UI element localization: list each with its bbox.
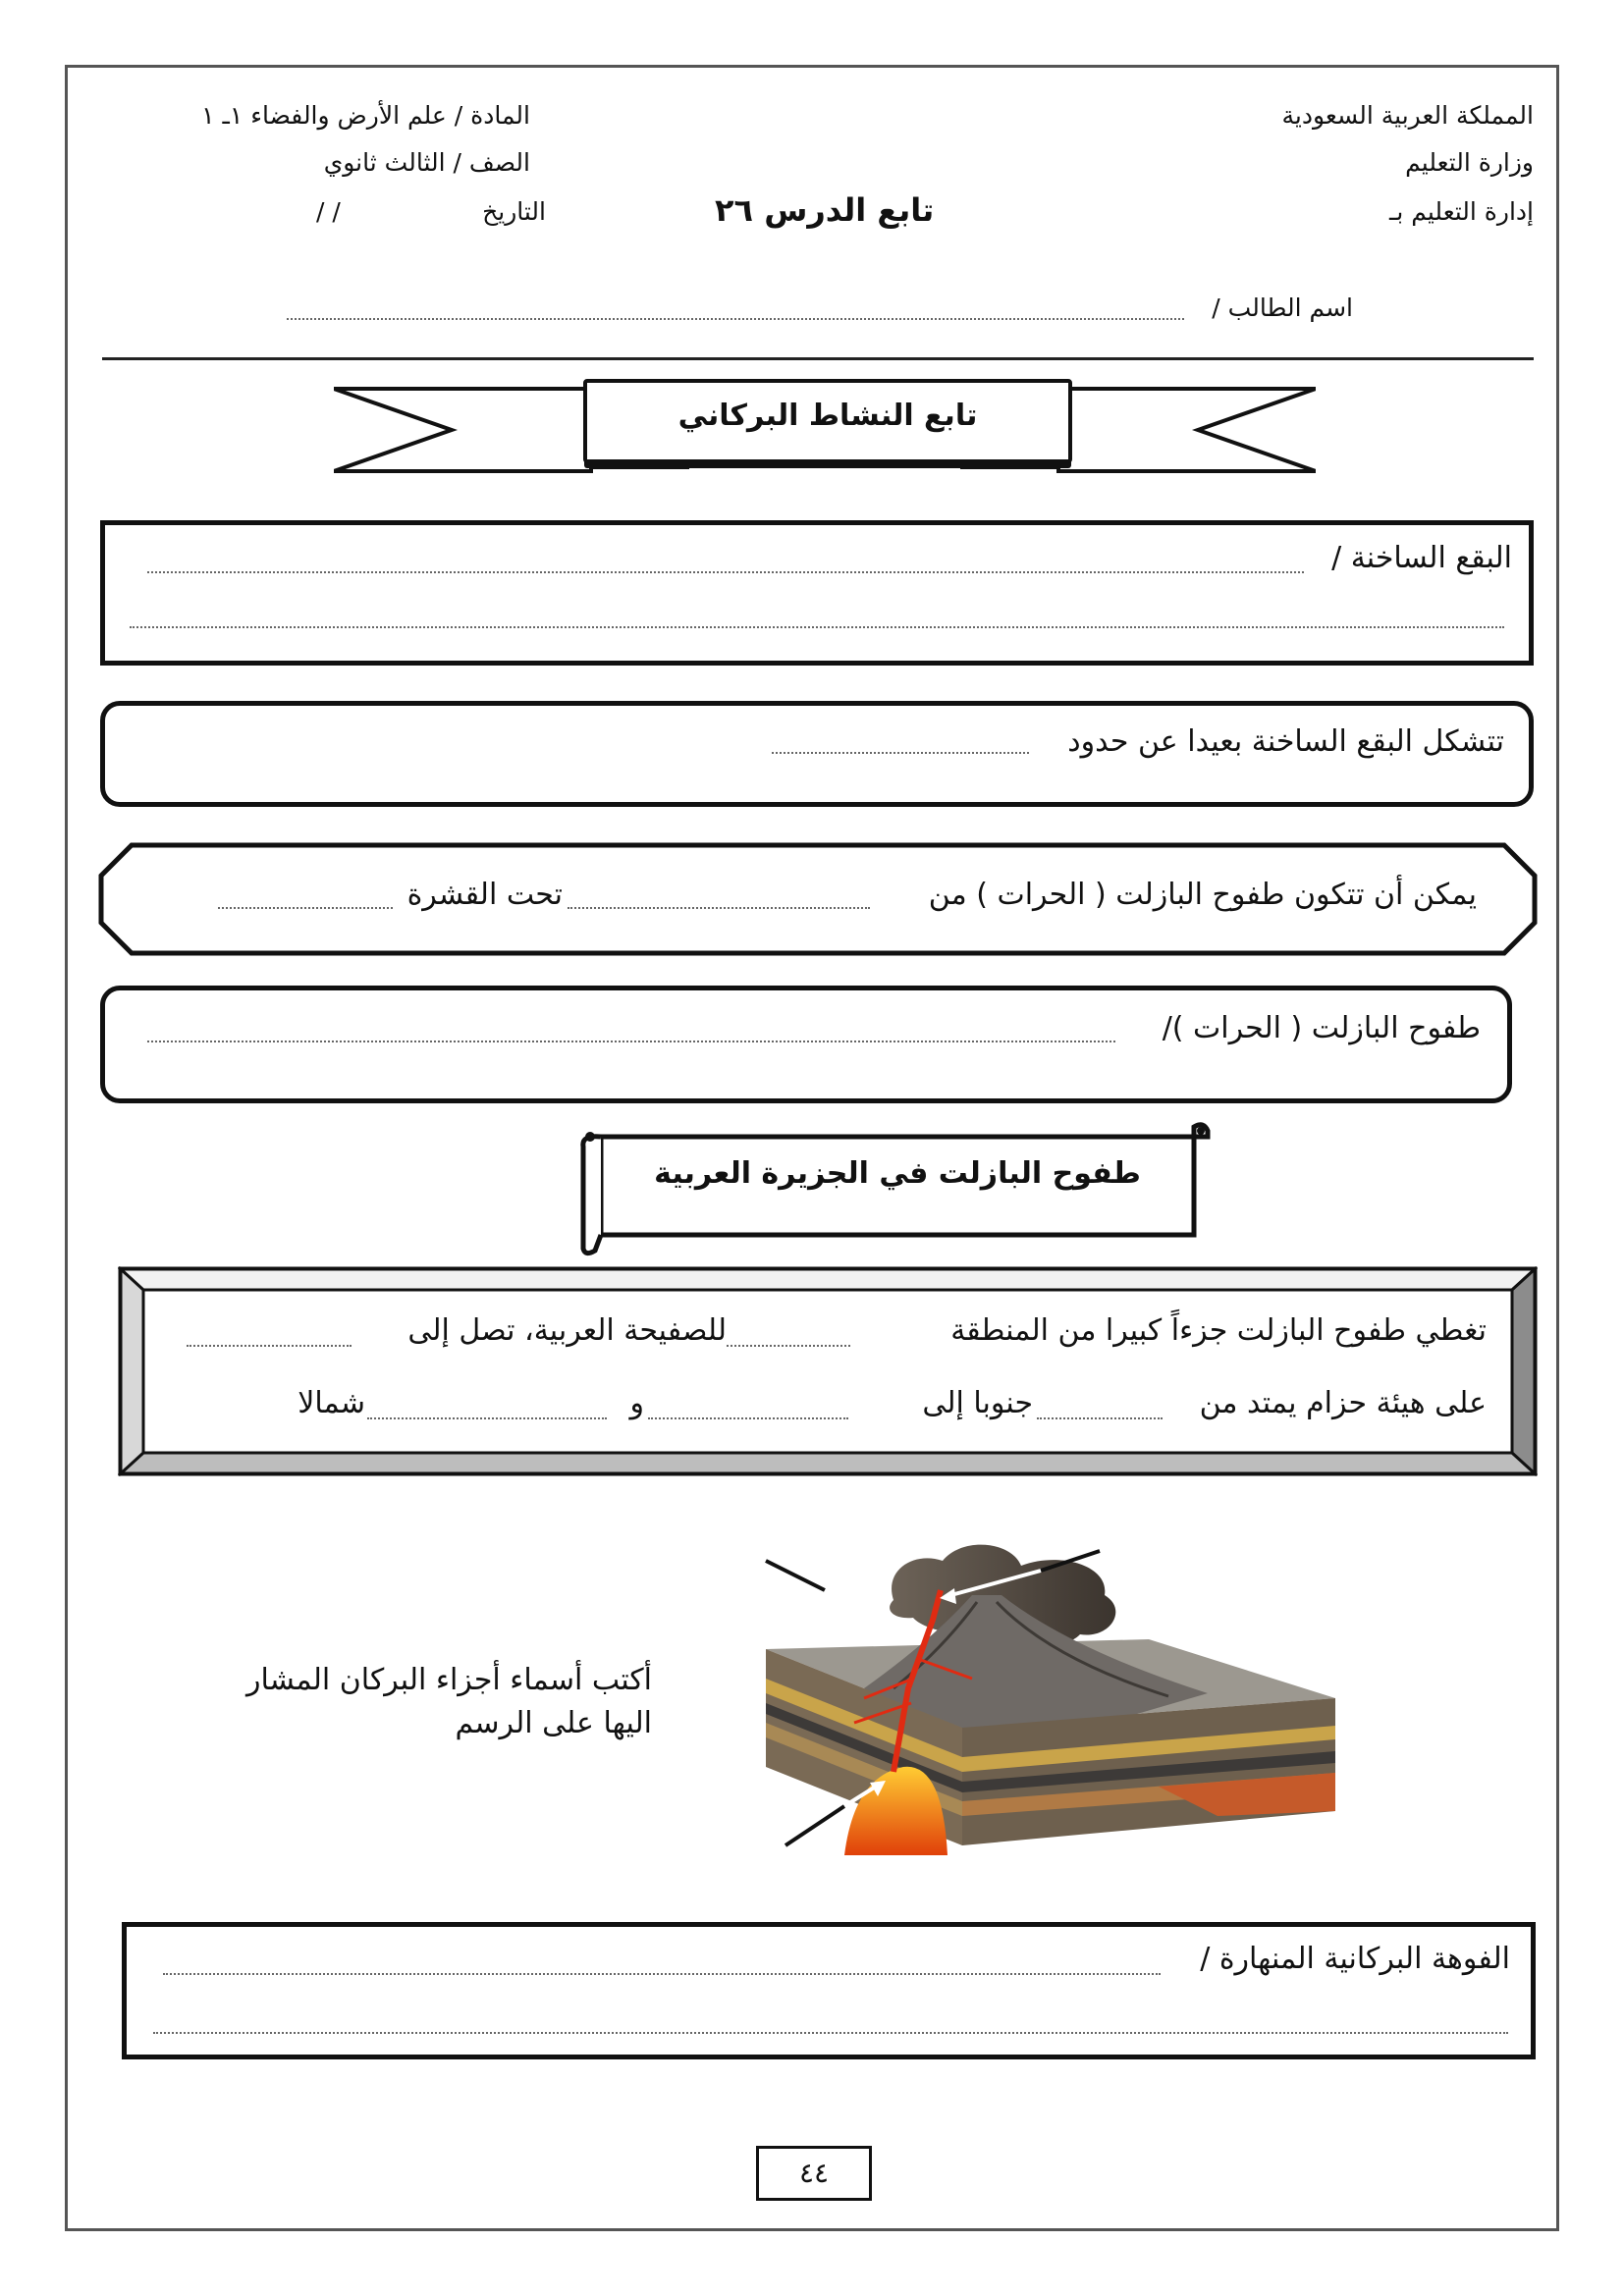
lesson-title: تابع الدرس ٢٦ [715,191,935,229]
basalt-formation-field-1[interactable] [568,907,870,909]
arabia-line1-field-1[interactable] [727,1345,850,1347]
student-name-field[interactable] [287,318,1184,320]
arabia-line1-field-2[interactable] [187,1345,352,1347]
header-divider [102,357,1534,360]
basalt-formation-text-1: يمكن أن تتكون طفوح البازلت ( الحرات ) من [928,878,1477,912]
banner-title: تابع النشاط البركاني [677,399,978,433]
hot-spots-formation-text: تتشكل البقع الساخنة بعيدا عن حدود [1067,724,1504,759]
arabia-line1-text-2: للصفيحة العربية، تصل إلى [407,1313,727,1348]
student-name-label: اسم الطالب / [1212,294,1353,322]
volcano-task-line1: أكتب أسماء أجزاء البركان المشار [246,1663,652,1697]
arabia-line2-field-3[interactable] [367,1417,607,1419]
header-date-label: التاريخ [482,197,546,226]
page-number: ٤٤ [798,2157,830,2189]
arabia-line2-text-1: على هيئة حزام يمتد من [1199,1386,1487,1420]
header-subject: المادة / علم الأرض والفضاء ١ـ ١ [201,101,530,130]
arabia-line1-text-1: تغطي طفوح البازلت جزءاً كبيرا من المنطقة [950,1313,1487,1348]
basalt-definition-label: طفوح البازلت ( الحرات )/ [1162,1011,1481,1045]
basalt-definition-field[interactable] [147,1041,1115,1042]
caldera-label: الفوهة البركانية المنهارة / [1200,1942,1510,1976]
hot-spots-field-2[interactable] [130,626,1504,628]
volcano-task-line2: اليها على الرسم [455,1706,652,1740]
arabia-line2-text-2: جنوبا إلى [922,1386,1033,1420]
volcano-diagram [746,1531,1355,1865]
header-date-slashes: / / [316,197,341,226]
caldera-field-2[interactable] [153,2032,1508,2034]
basalt-formation-field-2[interactable] [218,907,393,909]
hot-spots-formation-field[interactable] [772,752,1029,754]
scroll-title: طفوح البازلت في الجزيرة العربية [654,1156,1141,1191]
header-kingdom: المملكة العربية السعودية [1281,101,1534,130]
basalt-formation-text-2: تحت القشرة [406,878,563,912]
caldera-field-1[interactable] [163,1973,1161,1975]
arabia-line2-field-1[interactable] [1037,1417,1163,1419]
header-ministry: وزارة التعليم [1405,148,1534,177]
arabia-line2-text-3: و [629,1386,644,1420]
hot-spots-field-1[interactable] [147,571,1304,573]
arabia-line2-field-2[interactable] [648,1417,848,1419]
hot-spots-box [100,520,1534,666]
header-grade: الصف / الثالث ثانوي [323,148,530,177]
arabia-line2-text-4: شمالا [298,1386,365,1420]
arabia-basalt-box [118,1266,1538,1476]
hot-spots-label: البقع الساخنة / [1331,541,1512,575]
header-directorate: إدارة التعليم بـ [1389,197,1534,226]
